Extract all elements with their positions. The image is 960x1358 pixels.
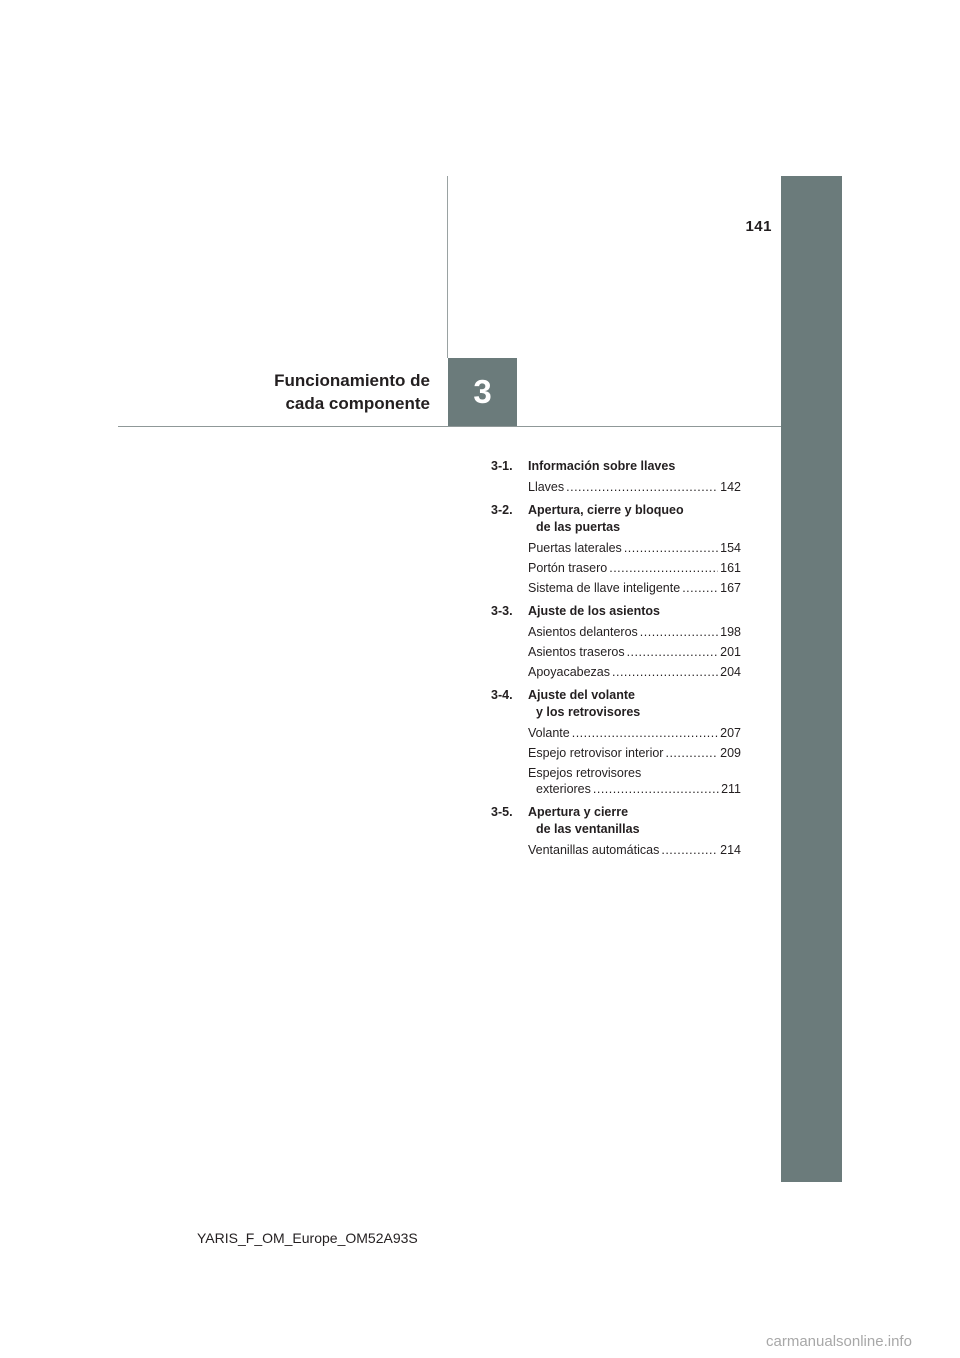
toc-leader-dots — [572, 725, 718, 741]
toc-section-heading[interactable] — [491, 458, 741, 475]
toc-section-title-line2: de las ventanillas — [536, 822, 640, 836]
toc-entry-label: Asientos traseros — [528, 645, 625, 659]
toc-section-title-line2: de las puertas — [536, 520, 621, 534]
toc-leader-dots — [665, 745, 718, 761]
toc-entry-asientos-traseros[interactable] — [528, 644, 741, 660]
toc-entry-page: 211 — [721, 782, 741, 796]
toc-entry-label: Ventanillas automáticas — [528, 843, 660, 857]
toc-entry-label: Volante — [528, 726, 570, 740]
toc-leader-dots — [682, 580, 718, 596]
toc-entry-apoyacabezas[interactable] — [528, 664, 741, 680]
toc-section-title-line1: Información sobre llaves — [528, 459, 676, 473]
toc-entry-label: Sistema de llave inteligente — [528, 581, 681, 595]
toc-entry-ventanillas-automaticas[interactable] — [528, 842, 741, 858]
toc-leader-dots — [612, 664, 718, 680]
toc-entry-page: 154 — [720, 541, 741, 555]
toc-entry-page: 198 — [720, 625, 741, 639]
toc-section-number: 3-1. — [491, 459, 513, 473]
document-footer-id: YARIS_F_OM_Europe_OM52A93S — [197, 1230, 418, 1246]
toc-section-title-line1: Ajuste del volante — [528, 688, 635, 702]
toc-section-title — [528, 687, 640, 721]
toc-section-number: 3-3. — [491, 604, 513, 618]
chapter-title-line2: cada componente — [285, 394, 430, 413]
toc-entry-asientos-delanteros[interactable] — [528, 624, 741, 640]
toc-section-number: 3-2. — [491, 503, 513, 517]
toc-section-heading[interactable] — [491, 687, 741, 721]
toc-entry-label-line2: exteriores — [536, 782, 591, 796]
toc-entry-page: 209 — [720, 746, 741, 760]
toc-section-heading[interactable] — [491, 502, 741, 536]
toc-entry-row — [528, 781, 741, 797]
toc-entry-llave-inteligente[interactable] — [528, 580, 741, 596]
toc-leader-dots — [640, 624, 718, 640]
header-vertical-rule — [447, 176, 448, 358]
header-horizontal-rule — [118, 426, 781, 427]
toc-entry-page: 161 — [720, 561, 741, 575]
toc-leader-dots — [624, 540, 718, 556]
toc-section-title-line1: Apertura, cierre y bloqueo — [528, 503, 684, 517]
toc-entry-espejo-retrovisor-interior[interactable] — [528, 745, 741, 761]
chapter-number-box: 3 — [448, 358, 517, 426]
chapter-side-tab — [781, 176, 842, 1182]
toc-leader-dots — [593, 781, 719, 797]
toc-entry-porton-trasero[interactable] — [528, 560, 741, 576]
toc-entry-label: Puertas laterales — [528, 541, 622, 555]
toc-leader-dots — [627, 644, 719, 660]
watermark: carmanualsonline.info — [766, 1333, 912, 1350]
toc-section-title — [528, 458, 675, 475]
toc-section-title-line1: Ajuste de los asientos — [528, 604, 660, 618]
toc-leader-dots — [609, 560, 718, 576]
toc-section-title-line1: Apertura y cierre — [528, 805, 629, 819]
toc-entry-page: 214 — [720, 843, 741, 857]
toc-leader-dots — [661, 842, 718, 858]
table-of-contents — [491, 458, 741, 862]
toc-entry-page: 204 — [720, 665, 741, 679]
toc-section-heading[interactable] — [491, 804, 741, 838]
toc-entry-page: 167 — [720, 581, 741, 595]
toc-entry-llaves[interactable] — [528, 479, 741, 495]
toc-section-title-line2: y los retrovisores — [536, 705, 641, 719]
toc-entry-page: 201 — [720, 645, 741, 659]
toc-entry-label: Llaves — [528, 480, 565, 494]
toc-entry-volante[interactable] — [528, 725, 741, 741]
toc-entry-label: Asientos delanteros — [528, 625, 638, 639]
toc-section-number: 3-5. — [491, 805, 513, 819]
chapter-title-line1: Funcionamiento de — [274, 371, 430, 390]
toc-section-title — [528, 603, 660, 620]
toc-section-title — [528, 804, 640, 838]
chapter-title — [180, 369, 430, 415]
toc-section-number: 3-4. — [491, 688, 513, 702]
toc-entry-label: Apoyacabezas — [528, 665, 611, 679]
toc-entry-page: 207 — [720, 726, 741, 740]
page-number: 141 — [745, 218, 772, 235]
toc-entry-page: 142 — [720, 480, 741, 494]
toc-entry-puertas-laterales[interactable] — [528, 540, 741, 556]
toc-leader-dots — [566, 479, 718, 495]
toc-entry-label: Espejo retrovisor interior — [528, 746, 664, 760]
toc-section-heading[interactable] — [491, 603, 741, 620]
toc-entry-espejos-retrovisores-exteriores[interactable] — [528, 765, 741, 797]
toc-section-title — [528, 502, 684, 536]
toc-entry-label-line1: Espejos retrovisores — [528, 766, 642, 780]
toc-entry-label: Portón trasero — [528, 561, 608, 575]
